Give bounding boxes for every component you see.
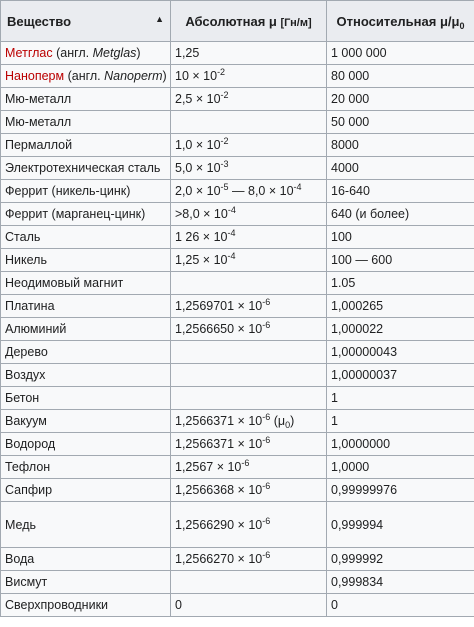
table-row [1, 295, 474, 318]
absolute-value: 1,2566290 × 10 [175, 517, 263, 532]
absolute-note-sub: 0 [285, 420, 291, 430]
relative-value-cell [327, 456, 474, 479]
relative-value-cell [327, 341, 474, 364]
substance-link[interactable]: Наноперм [5, 69, 65, 83]
relative-value-cell [327, 548, 474, 571]
table-row [1, 272, 474, 295]
table-row [1, 111, 474, 134]
absolute-value: 10 × 10 [175, 69, 218, 83]
absolute-value: 2,5 × 10 [175, 92, 221, 106]
substance-name: Медь [5, 517, 37, 532]
absolute-note: (μ [270, 414, 286, 428]
absolute-value: 1 26 × 10 [175, 230, 228, 244]
substance-name: Феррит (никель-цинк) [5, 184, 131, 198]
relative-value: 640 (и более) [331, 207, 410, 221]
substance-cell [1, 203, 171, 226]
absolute-value: 1,2566371 × 10 [175, 414, 263, 428]
relative-column-header [327, 1, 474, 42]
absolute-value: 1,2569701 × 10 [175, 299, 263, 313]
substance-name: Водород [5, 437, 56, 451]
absolute-header-label: Абсолютная μ [185, 13, 277, 29]
absolute-value-cell [171, 272, 327, 295]
substance-name: Мю-металл [5, 92, 72, 106]
relative-value-cell [327, 203, 474, 226]
absolute-value: 1,25 [175, 46, 200, 60]
relative-value: 8000 [331, 138, 359, 152]
relative-value-cell [327, 318, 474, 341]
substance-name: Сапфир [5, 483, 53, 497]
substance-cell [1, 456, 171, 479]
substance-link[interactable]: Метглас [5, 46, 53, 60]
relative-value: 0,99999976 [331, 483, 398, 497]
table-row [1, 548, 474, 571]
substance-name: Бетон [5, 391, 40, 405]
substance-name: Висмут [5, 575, 48, 589]
relative-value: 20 000 [331, 92, 370, 106]
substance-name: Сверхпроводники [5, 598, 109, 612]
relative-value: 1 000 000 [331, 46, 387, 60]
relative-value: 1,000265 [331, 299, 384, 313]
absolute-value: 1,2566371 × 10 [175, 437, 263, 451]
substance-cell [1, 157, 171, 180]
absolute-value-cell [171, 456, 327, 479]
absolute-header-unit: [Гн/м] [280, 16, 312, 29]
substance-latin-name: Nanoperm [104, 69, 163, 83]
absolute-value: 0 [175, 598, 182, 612]
substance-note-close: ) [136, 46, 141, 60]
substance-name: Феррит (марганец-цинк) [5, 207, 146, 221]
absolute-value: 1,2567 × 10 [175, 460, 242, 474]
table-row [1, 157, 474, 180]
substance-latin-name: Metglas [92, 46, 137, 60]
substance-name: Алюминий [5, 322, 67, 336]
table-row [1, 410, 474, 433]
absolute-value-cell [171, 203, 327, 226]
substance-cell [1, 410, 171, 433]
relative-header-sub: 0 [459, 20, 465, 31]
relative-value-cell [327, 410, 474, 433]
absolute-value-cell [171, 65, 327, 88]
absolute-value-cell [171, 157, 327, 180]
substance-name: Воздух [5, 368, 46, 382]
substance-cell [1, 272, 171, 295]
absolute-exponent: -6 [262, 550, 271, 560]
absolute-value-cell [171, 318, 327, 341]
absolute-exponent: -4 [227, 228, 236, 238]
absolute-exponent: -6 [262, 320, 271, 330]
substance-name: Сталь [5, 230, 41, 244]
substance-cell [1, 65, 171, 88]
substance-header-label: Вещество [7, 13, 72, 29]
substance-cell [1, 111, 171, 134]
substance-column-header[interactable] [1, 1, 171, 42]
substance-cell [1, 42, 171, 65]
relative-value-cell [327, 249, 474, 272]
absolute-exponent: -5 [220, 182, 229, 192]
absolute-value-cell [171, 180, 327, 203]
relative-value: 1 [331, 391, 338, 405]
table-row [1, 364, 474, 387]
absolute-value-cell [171, 571, 327, 594]
substance-cell [1, 134, 171, 157]
absolute-value: >8,0 × 10 [175, 207, 228, 221]
sort-arrows-icon[interactable]: ▲ [155, 14, 164, 24]
relative-value: 4000 [331, 161, 359, 175]
relative-value-cell [327, 479, 474, 502]
absolute-value-cell [171, 387, 327, 410]
relative-value-cell [327, 272, 474, 295]
relative-value-cell [327, 180, 474, 203]
substance-cell [1, 479, 171, 502]
substance-name: Мю-металл [5, 115, 72, 129]
relative-value-cell [327, 594, 474, 617]
relative-value: 16-640 [331, 184, 370, 198]
absolute-exponent: -2 [220, 90, 229, 100]
absolute-value-cell [171, 111, 327, 134]
relative-value: 0 [331, 598, 338, 612]
absolute-exponent: -2 [220, 136, 229, 146]
absolute-value-cell [171, 88, 327, 111]
absolute-value: 2,0 × 10 [175, 184, 221, 198]
relative-value-cell [327, 295, 474, 318]
relative-value: 0,999834 [331, 575, 384, 589]
relative-value: 1,00000037 [331, 368, 398, 382]
absolute-value: 1,0 × 10 [175, 138, 221, 152]
table-row [1, 594, 474, 617]
substance-cell [1, 387, 171, 410]
table-row [1, 479, 474, 502]
relative-value-cell [327, 134, 474, 157]
relative-value-cell [327, 571, 474, 594]
table-row [1, 134, 474, 157]
table-row [1, 387, 474, 410]
table-row [1, 226, 474, 249]
table-row [1, 502, 474, 548]
absolute-value: 1,25 × 10 [175, 253, 228, 267]
absolute-exponent: -3 [220, 159, 229, 169]
absolute-exponent: -2 [217, 67, 226, 77]
absolute-exponent: -6 [262, 297, 271, 307]
substance-cell [1, 180, 171, 203]
absolute-value-cell [171, 594, 327, 617]
substance-note-close: ) [162, 69, 167, 83]
relative-value-cell [327, 387, 474, 410]
substance-name: Пермаллой [5, 138, 73, 152]
substance-name: Тефлон [5, 460, 51, 474]
absolute-exponent: -6 [241, 458, 250, 468]
substance-name: Дерево [5, 345, 48, 359]
substance-cell [1, 548, 171, 571]
absolute-value-cell [171, 226, 327, 249]
relative-value: 80 000 [331, 69, 370, 83]
relative-value-cell [327, 364, 474, 387]
absolute-exponent: -4 [227, 251, 236, 261]
absolute-note-close: ) [290, 414, 295, 428]
relative-value-cell [327, 88, 474, 111]
header-row [1, 1, 474, 42]
substance-cell [1, 318, 171, 341]
table-row [1, 249, 474, 272]
relative-value-cell [327, 42, 474, 65]
absolute-column-header [171, 1, 327, 42]
absolute-value-cell [171, 433, 327, 456]
table-row [1, 433, 474, 456]
substance-name: Платина [5, 299, 55, 313]
substance-note: (англ. [52, 46, 93, 60]
relative-value-cell [327, 111, 474, 134]
substance-cell [1, 502, 171, 548]
substance-cell [1, 88, 171, 111]
relative-value: 1,00000043 [331, 345, 398, 359]
absolute-exponent: -6 [262, 412, 271, 422]
table-row [1, 341, 474, 364]
table-row [1, 571, 474, 594]
substance-cell [1, 571, 171, 594]
substance-cell [1, 226, 171, 249]
absolute-value: 5,0 × 10 [175, 161, 221, 175]
substance-name: Вакуум [5, 414, 47, 428]
relative-header-label: Относительная μ/μ [336, 13, 460, 29]
absolute-exponent: -6 [262, 515, 271, 526]
substance-name: Вода [5, 552, 35, 566]
substance-cell [1, 249, 171, 272]
relative-value-cell [327, 157, 474, 180]
table-row [1, 180, 474, 203]
table-row [1, 88, 474, 111]
absolute-exponent: -6 [262, 481, 271, 491]
absolute-value-cell [171, 42, 327, 65]
absolute-value: 1,2566270 × 10 [175, 552, 263, 566]
absolute-value-cell [171, 295, 327, 318]
absolute-value-cell [171, 502, 327, 548]
relative-value: 1,000022 [331, 322, 384, 336]
substance-cell [1, 594, 171, 617]
relative-value: 1,0000 [331, 460, 370, 474]
table-row [1, 203, 474, 226]
absolute-value: 1,2566368 × 10 [175, 483, 263, 497]
absolute-exponent-upper: -4 [293, 182, 302, 192]
absolute-value-cell [171, 249, 327, 272]
absolute-exponent: -4 [227, 205, 236, 215]
table-row [1, 456, 474, 479]
absolute-value-cell [171, 134, 327, 157]
relative-value: 100 — 600 [331, 253, 393, 267]
table-body [1, 42, 474, 617]
relative-value: 1 [331, 414, 338, 428]
absolute-value-cell [171, 479, 327, 502]
substance-cell [1, 341, 171, 364]
relative-value-cell [327, 226, 474, 249]
absolute-value-cell [171, 410, 327, 433]
absolute-value: 1,2566650 × 10 [175, 322, 263, 336]
substance-cell [1, 433, 171, 456]
absolute-value-cell [171, 364, 327, 387]
table-row [1, 42, 474, 65]
substance-name: Неодимовый магнит [5, 276, 124, 290]
absolute-value-cell [171, 548, 327, 571]
table-row [1, 318, 474, 341]
relative-value: 1.05 [331, 276, 356, 290]
substance-name: Никель [5, 253, 47, 267]
relative-value-cell [327, 433, 474, 456]
relative-value: 100 [331, 230, 352, 244]
relative-value: 50 000 [331, 115, 370, 129]
substance-name: Электротехническая сталь [5, 161, 161, 175]
table-row [1, 65, 474, 88]
substance-note: (англ. [64, 69, 105, 83]
substance-cell [1, 295, 171, 318]
relative-value: 1,0000000 [331, 437, 391, 451]
relative-value: 0,999994 [331, 517, 384, 532]
relative-value: 0,999992 [331, 552, 384, 566]
absolute-value-cell [171, 341, 327, 364]
relative-value-cell [327, 65, 474, 88]
absolute-exponent: -6 [262, 435, 271, 445]
relative-value-cell [327, 502, 474, 548]
absolute-value-upper: — 8,0 × 10 [228, 184, 294, 198]
substance-cell [1, 364, 171, 387]
